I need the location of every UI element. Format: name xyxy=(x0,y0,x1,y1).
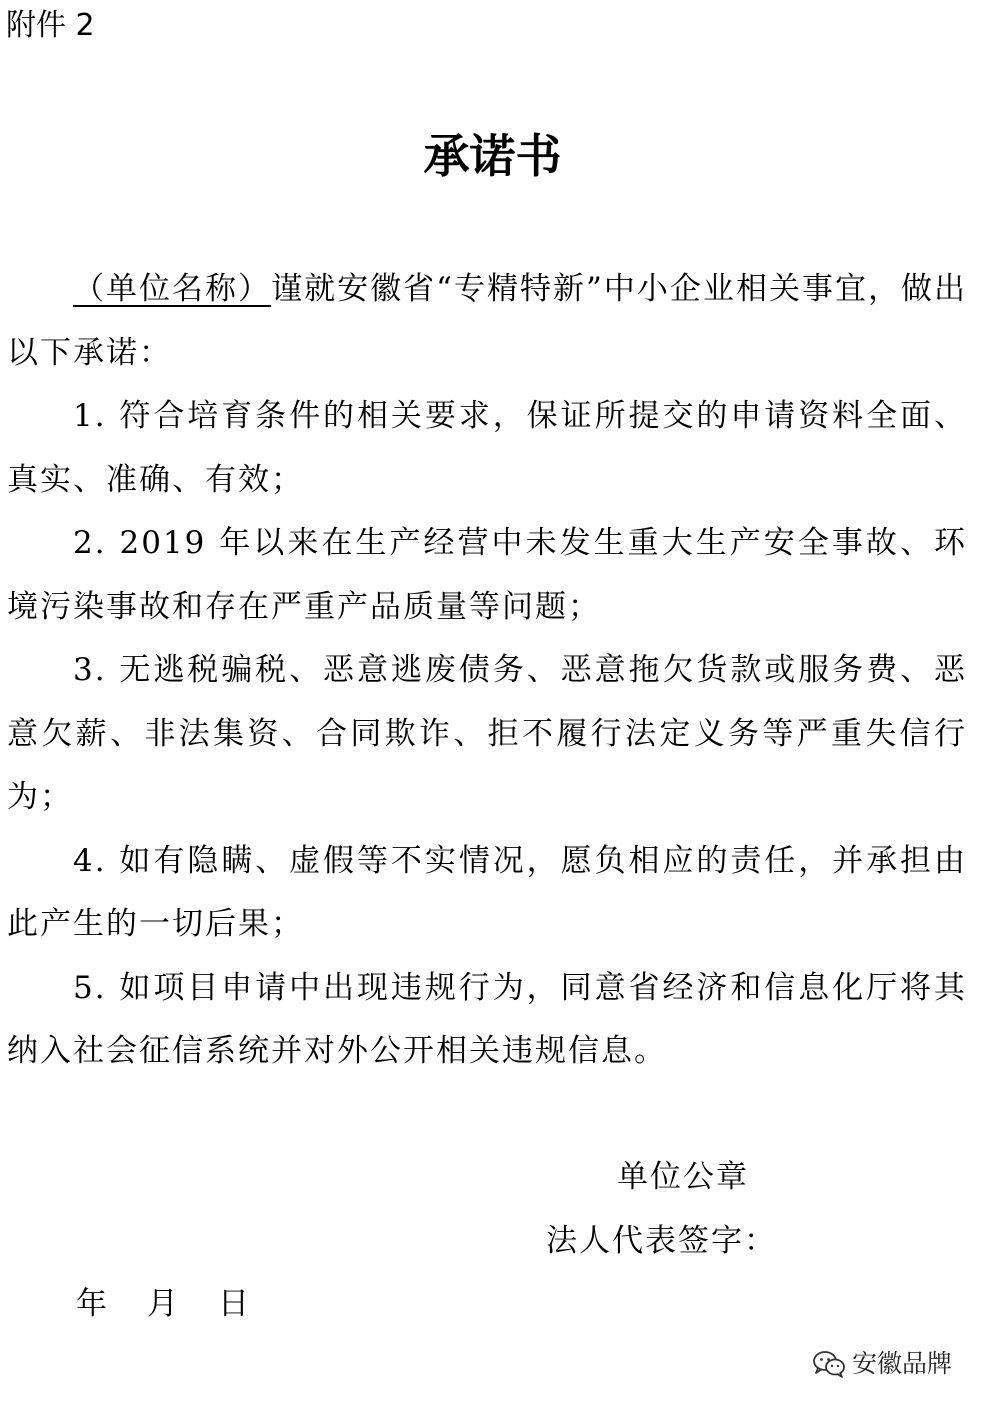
watermark-text: 安徽品牌 xyxy=(852,1349,953,1378)
document-title: 承诺书 xyxy=(423,129,562,183)
unit-name-placeholder: （单位名称） xyxy=(73,271,272,307)
date-month-label: 月 xyxy=(147,1286,178,1322)
commitment-item-2: 2. 2019 年以来在生产经营中未发生重大生产安全事故、环境污染事故和存在严重产品质量等问题； xyxy=(7,525,967,625)
commitment-body xyxy=(7,258,967,1084)
commitment-item-3: 3. 无逃税骗税、恶意逃废债务、恶意拖欠货款或服务费、恶意欠薪、非法集资、合同欺诈、拒不履行法定义务等严重失信行为； xyxy=(7,652,967,815)
commitment-item-1: 1. 符合培育条件的相关要求，保证所提交的申请资料全面、真实、准确、有效； xyxy=(7,398,967,498)
commitment-item-4: 4. 如有隐瞒、虚假等不实情况，愿负相应的责任，并承担由此产生的一切后果； xyxy=(7,842,967,942)
wechat-icon xyxy=(812,1349,846,1379)
date-year-label: 年 xyxy=(76,1286,107,1322)
date-day-label: 日 xyxy=(218,1286,249,1322)
date-line xyxy=(76,1279,249,1329)
commitment-item-5: 5. 如项目申请中出现违规行为，同意省经济和信息化厅将其纳入社会征信系统并对外公开相关违规信息。 xyxy=(7,969,967,1069)
intro-text: 谨就安徽省“专精特新”中小企业相关事宜，做出以下承诺： xyxy=(7,271,968,371)
intro-paragraph xyxy=(7,258,967,385)
company-seal-label: 单位公章 xyxy=(617,1159,749,1195)
legal-representative-signature-label: 法人代表签字： xyxy=(546,1223,777,1259)
attachment-label: 附件 2 xyxy=(6,8,95,43)
account-watermark xyxy=(812,1344,952,1384)
